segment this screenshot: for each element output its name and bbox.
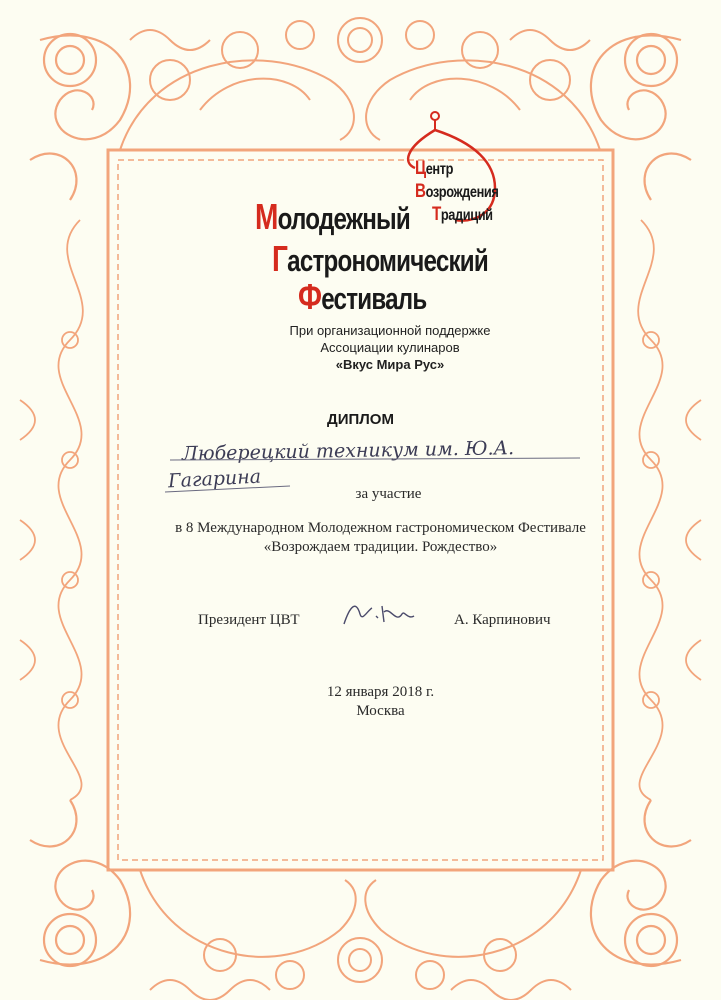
initial-capital: Ф bbox=[298, 276, 322, 317]
event-line2: «Возрождаем традиции. Рождество» bbox=[263, 539, 498, 555]
date: 12 января 2018 г. bbox=[326, 684, 435, 700]
word-rest: озрождения bbox=[425, 184, 499, 201]
event-line1: в 8 Международном Молодежном гастрономическом Фестивале bbox=[175, 520, 586, 536]
logo-center-line3 bbox=[432, 204, 493, 226]
festival-title-line2 bbox=[272, 238, 488, 280]
initial-capital: Г bbox=[272, 238, 288, 279]
top-ornament bbox=[120, 18, 600, 150]
initial-capital: Т bbox=[432, 204, 441, 225]
word-rest: олодежный bbox=[277, 201, 411, 236]
diploma-title: ДИПЛОМ bbox=[327, 411, 394, 428]
initial-capital: Ц bbox=[415, 158, 426, 179]
festival-title-line1 bbox=[255, 196, 410, 238]
signature-name: А. Карпинович bbox=[454, 612, 551, 628]
support-line2: Ассоциации кулинаров bbox=[320, 340, 460, 355]
word-rest: радиций bbox=[440, 207, 493, 224]
signature-position: Президент ЦВТ bbox=[198, 612, 300, 628]
support-line1: При организационной поддержке bbox=[289, 323, 491, 338]
word-rest: ентр bbox=[425, 161, 454, 178]
logo-center-line1 bbox=[415, 158, 453, 180]
signature-scribble bbox=[338, 596, 418, 630]
recipient-line2: Гагарина bbox=[167, 465, 262, 493]
word-rest: естиваль bbox=[321, 281, 427, 316]
festival-title-line3 bbox=[298, 276, 426, 318]
logo-center-line2 bbox=[415, 181, 498, 203]
city: Москва bbox=[356, 703, 405, 719]
support-line3: «Вкус Мира Рус» bbox=[335, 357, 445, 372]
for-participation: за участие bbox=[355, 486, 422, 502]
bottom-ornament bbox=[140, 870, 581, 1000]
recipient-line1: Люберецкий техникум им. Ю.А. bbox=[181, 437, 515, 465]
initial-capital: В bbox=[415, 181, 426, 202]
initial-capital: М bbox=[255, 196, 278, 237]
word-rest: астрономический bbox=[287, 243, 488, 278]
